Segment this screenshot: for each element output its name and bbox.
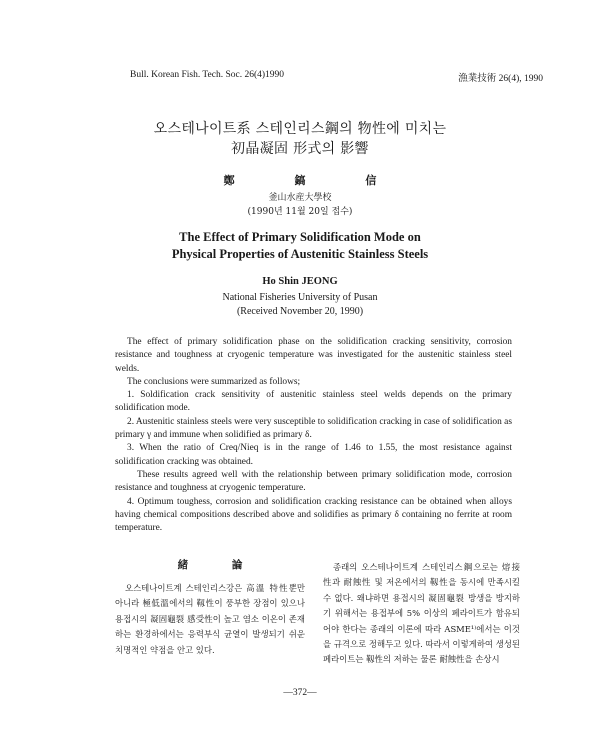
- received-date-en: (Received November 20, 1990): [236, 306, 364, 317]
- title-ko-line1: 오스테나이트系 스테인리스鋼의 物性에 미치는: [153, 121, 447, 137]
- abstract: [115, 336, 512, 535]
- author-en: Ho Shin JEONG: [262, 276, 338, 287]
- affiliation-ko: 釜山水産大學校: [268, 193, 332, 203]
- abstract-paragraph: 3. When the ratio of Creq/Nieq is in the range of 1.46 to 1.55, the most resistance against solidification cracking was obtained.: [115, 443, 512, 467]
- section-heading: 緒 論: [177, 559, 263, 571]
- body-column-right: [323, 560, 520, 668]
- body-column-left: [115, 581, 305, 658]
- abstract-paragraph: 2. Austenitic stainless steels were very susceptible to solidification cracking in case of solidification as primary γ and immune when solidified as primary δ.: [115, 416, 512, 441]
- abstract-paragraph: 1. Soldification crack sensitivity of austenitic stainless steel welds depends on the primary solidification mode.: [115, 390, 512, 414]
- body-paragraph: 오스테나이트계 스테인리스강은 高溫 特性뿐만 아니라 極低溫에서의 靱性이 풍부한 장점이 있으나 용접시의 凝固龜裂 感受性이 높고 염소 이온이 존재하는 환경하에서는 응력부식 균열이 발생되기 쉬운 치명적인 약점을 안고 있다.: [115, 583, 305, 655]
- abstract-paragraph: 4. Optimum toughess, corrosion and solidification cracking resistance can be obtained when alloys having chemical compositions described above and solidifies as primary δ containing no ferrite at room temperature.: [115, 496, 512, 534]
- author-ko: 鄭 鎬 信: [223, 174, 405, 187]
- title-ko-line2: 初晶凝固 形式의 影響: [231, 141, 369, 157]
- title-en-line2: Physical Properties of Austenitic Stainless Steels: [171, 247, 429, 261]
- journal-citation-en: Bull. Korean Fish. Tech. Soc. 26(4)1990: [130, 70, 285, 80]
- received-date-ko: (1990년 11월 20일 접수): [247, 207, 353, 217]
- affiliation-en: National Fisheries University of Pusan: [222, 292, 378, 303]
- title-en-line1: The Effect of Primary Solidification Mode on: [179, 230, 421, 244]
- abstract-paragraph: These results agreed well with the relationship between primary solidification mode, corrosion resistance and toughness at cryogenic temperature.: [115, 469, 512, 494]
- page-number: —372—: [283, 688, 317, 698]
- abstract-paragraph: The effect of primary solidification phase on the solidification cracking sensitivity, corrosion resistance and toughness at cryogenic temperature was investigated for the austenitic stainless steel welds.: [115, 337, 512, 374]
- abstract-paragraph: The conclusions were summarized as follows;: [127, 376, 301, 387]
- body-paragraph: 종래의 오스테나이트계 스테인리스鋼으로는 熔接性과 耐蝕性 및 저온에서의 靱性을 동시에 만족시킬 수 없다. 왜냐하면 용접시의 凝固龜裂 방생을 방지하기 위해서는 용접부에 5% 이상의 페라이트가 함유되어야 한다는 종래의 이론에 따라 ASME¹⁾에서는 이것을 규격으로 정해두고 있다. 따라서 이렇게하여 생성된 페라이트는 靱性의 저하는 물론 耐蝕性을 손상시: [323, 562, 520, 665]
- journal-citation-ko: 漁業技術 26(4), 1990: [458, 74, 543, 84]
